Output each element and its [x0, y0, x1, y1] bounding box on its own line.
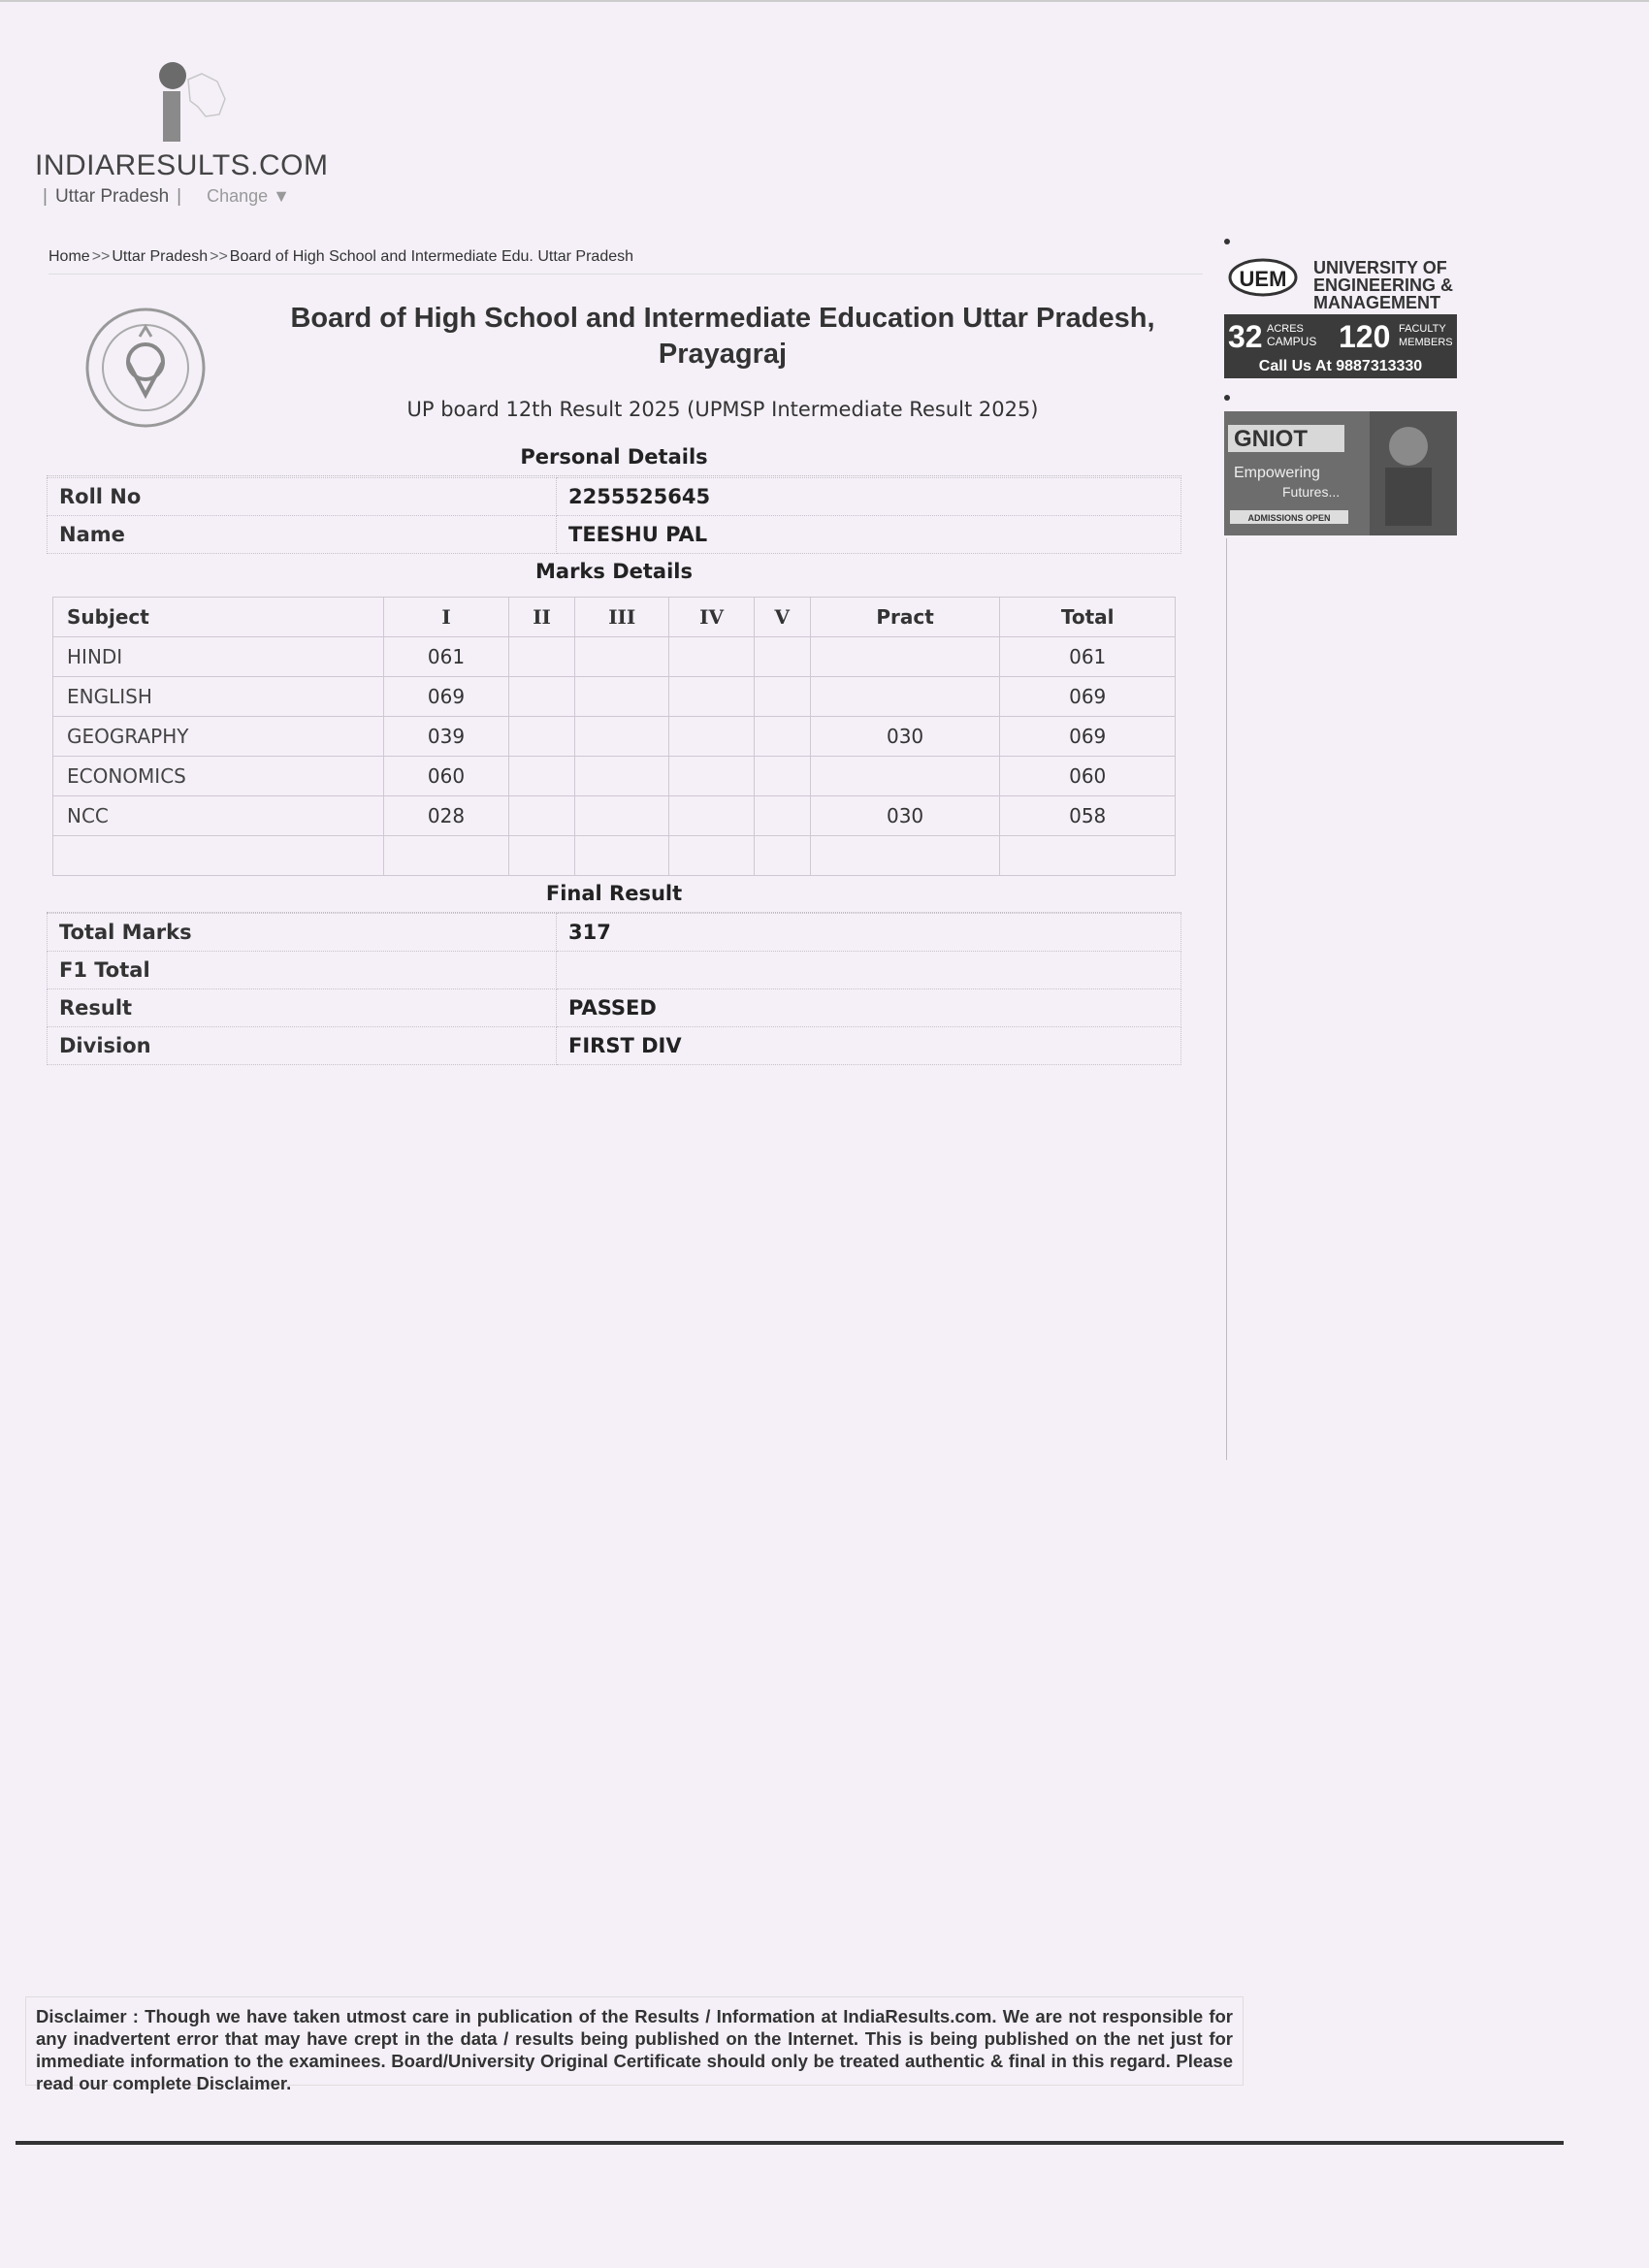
breadcrumb-home[interactable]: Home: [48, 248, 90, 265]
table-row: [53, 677, 1176, 717]
page-title: Board of High School and Intermediate Education Uttar Pradesh, Prayagraj: [290, 303, 1155, 370]
marks-cell: [575, 836, 669, 876]
gniot-ad-banner[interactable]: [1224, 411, 1457, 535]
marks-cell: [384, 836, 509, 876]
result-subtitle: UP board 12th Result 2025 (UPMSP Intermediate Result 2025): [406, 398, 1039, 421]
subject-cell: GEOGRAPHY: [53, 717, 384, 757]
logo-text: INDIARESULTS.COM: [35, 149, 329, 181]
marks-cell: [509, 757, 575, 796]
marks-table: [52, 597, 1176, 876]
uem-stat1-unit-a: ACRES: [1267, 323, 1304, 335]
state-selector: | Uttar Pradesh | Change ▼: [43, 186, 290, 207]
result-label: Result: [48, 989, 557, 1027]
column-header: Pract: [810, 598, 1000, 637]
uem-name-line1: UNIVERSITY OF: [1313, 258, 1447, 277]
table-row: [48, 914, 1181, 952]
table-row: [48, 952, 1181, 989]
marks-cell: [754, 677, 810, 717]
breadcrumb-separator: >>: [91, 248, 111, 265]
marks-cell: 061: [384, 637, 509, 677]
marks-cell: 039: [384, 717, 509, 757]
footer-divider: [16, 2141, 1564, 2145]
table-row: [53, 637, 1176, 677]
marks-cell: [754, 757, 810, 796]
uem-call-text[interactable]: Call Us At 9887313330: [1258, 358, 1423, 374]
breadcrumb: [48, 248, 633, 266]
gniot-tagline-1: Empowering: [1234, 465, 1320, 481]
marks-cell: 069: [384, 677, 509, 717]
total-marks-label: Total Marks: [48, 914, 557, 952]
marks-cell: [669, 757, 754, 796]
change-state-link[interactable]: Change ▼: [207, 186, 290, 206]
name-value: TEESHU PAL: [557, 516, 1181, 554]
marks-cell: [509, 677, 575, 717]
column-header: Subject: [53, 598, 384, 637]
marks-cell: [754, 836, 810, 876]
breadcrumb-board[interactable]: Board of High School and Intermediate Edu. Uttar Pradesh: [229, 248, 634, 265]
column-header: V: [754, 598, 810, 637]
total-cell: [1000, 836, 1176, 876]
practical-cell: [810, 757, 1000, 796]
total-cell: 060: [1000, 757, 1176, 796]
practical-cell: [810, 836, 1000, 876]
uem-ad-banner[interactable]: [1224, 254, 1457, 378]
table-row: [48, 516, 1181, 554]
marks-cell: 028: [384, 796, 509, 836]
marks-cell: [669, 637, 754, 677]
uem-name-line3: MANAGEMENT: [1313, 293, 1440, 312]
gniot-brand: GNIOT: [1234, 426, 1308, 452]
uem-stat2-unit-a: FACULTY: [1399, 323, 1446, 335]
bullet-icon: [1224, 395, 1230, 401]
breadcrumb-separator: >>: [210, 248, 228, 265]
marks-cell: [754, 637, 810, 677]
marks-cell: [669, 717, 754, 757]
practical-cell: 030: [810, 796, 1000, 836]
marks-cell: [575, 717, 669, 757]
division-value: FIRST DIV: [557, 1027, 1181, 1065]
state-label: Uttar Pradesh: [54, 186, 170, 207]
uem-stat2-unit-b: MEMBERS: [1399, 337, 1453, 348]
column-header: IV: [669, 598, 754, 637]
marks-cell: [509, 637, 575, 677]
marks-cell: 060: [384, 757, 509, 796]
practical-cell: 030: [810, 717, 1000, 757]
total-cell: 069: [1000, 717, 1176, 757]
table-row: [48, 1027, 1181, 1065]
marks-details-heading: Marks Details: [535, 560, 693, 583]
table-row: [48, 478, 1181, 516]
subject-cell: ENGLISH: [53, 677, 384, 717]
personal-details-heading: Personal Details: [47, 438, 1181, 476]
result-value: PASSED: [557, 989, 1181, 1027]
table-row: [53, 796, 1176, 836]
logo-figure-icon: [142, 60, 229, 147]
division-label: Division: [48, 1027, 557, 1065]
marks-cell: [509, 796, 575, 836]
final-result-table: [47, 913, 1181, 1065]
column-header: II: [509, 598, 575, 637]
disclaimer-text: Disclaimer : Though we have taken utmost care in publication of the Results / Information at IndiaResults.com. We are not responsible for any inadvertent error that may have crept in the data / results being published on the Internet. This is being published on the net just for immediate information to the examinees. Board/University Original Certificate should only be treated authentic & final in this regard. Please read our complete Disclaimer.: [36, 2006, 1233, 2093]
marks-cell: [575, 637, 669, 677]
roll-no-label: Roll No: [48, 478, 557, 516]
table-row: [48, 989, 1181, 1027]
final-result-heading: Final Result: [47, 875, 1181, 913]
f1-total-value: [557, 952, 1181, 989]
bullet-icon: [1224, 239, 1230, 244]
f1-total-label: F1 Total: [48, 952, 557, 989]
subject-cell: HINDI: [53, 637, 384, 677]
gniot-tagline-2: Futures...: [1282, 484, 1341, 500]
disclaimer-box: [25, 1996, 1244, 2093]
table-row: [53, 757, 1176, 796]
gniot-badge: ADMISSIONS OPEN: [1247, 513, 1331, 523]
marks-cell: [754, 717, 810, 757]
board-seal-icon: [83, 306, 208, 430]
uem-brand: UEM: [1239, 267, 1287, 291]
uem-stat2-number: 120: [1339, 319, 1391, 354]
marks-cell: [669, 836, 754, 876]
subject-cell: [53, 836, 384, 876]
table-row: [53, 836, 1176, 876]
uem-stat1-number: 32: [1228, 319, 1263, 354]
total-cell: 061: [1000, 637, 1176, 677]
marks-cell: [575, 677, 669, 717]
sidebar-divider: [1226, 538, 1227, 1460]
marks-cell: [669, 796, 754, 836]
breadcrumb-state[interactable]: Uttar Pradesh: [112, 248, 209, 265]
marks-cell: [509, 717, 575, 757]
marks-cell: [575, 796, 669, 836]
total-marks-value: 317: [557, 914, 1181, 952]
practical-cell: [810, 637, 1000, 677]
subject-cell: ECONOMICS: [53, 757, 384, 796]
marks-cell: [509, 836, 575, 876]
marks-cell: [575, 757, 669, 796]
marks-cell: [754, 796, 810, 836]
column-header: III: [575, 598, 669, 637]
marks-cell: [669, 677, 754, 717]
uem-stat1-unit-b: CAMPUS: [1267, 335, 1317, 348]
top-edge: [0, 0, 1649, 2]
divider: [48, 274, 1203, 275]
table-header-row: [53, 598, 1176, 637]
subject-cell: NCC: [53, 796, 384, 836]
uem-name-line2: ENGINEERING &: [1313, 275, 1454, 295]
column-header: Total: [1000, 598, 1176, 637]
practical-cell: [810, 677, 1000, 717]
table-row: [53, 717, 1176, 757]
personal-details-table: [47, 477, 1181, 554]
column-header: I: [384, 598, 509, 637]
name-label: Name: [48, 516, 557, 554]
total-cell: 069: [1000, 677, 1176, 717]
total-cell: 058: [1000, 796, 1176, 836]
roll-no-value: 2255525645: [557, 478, 1181, 516]
